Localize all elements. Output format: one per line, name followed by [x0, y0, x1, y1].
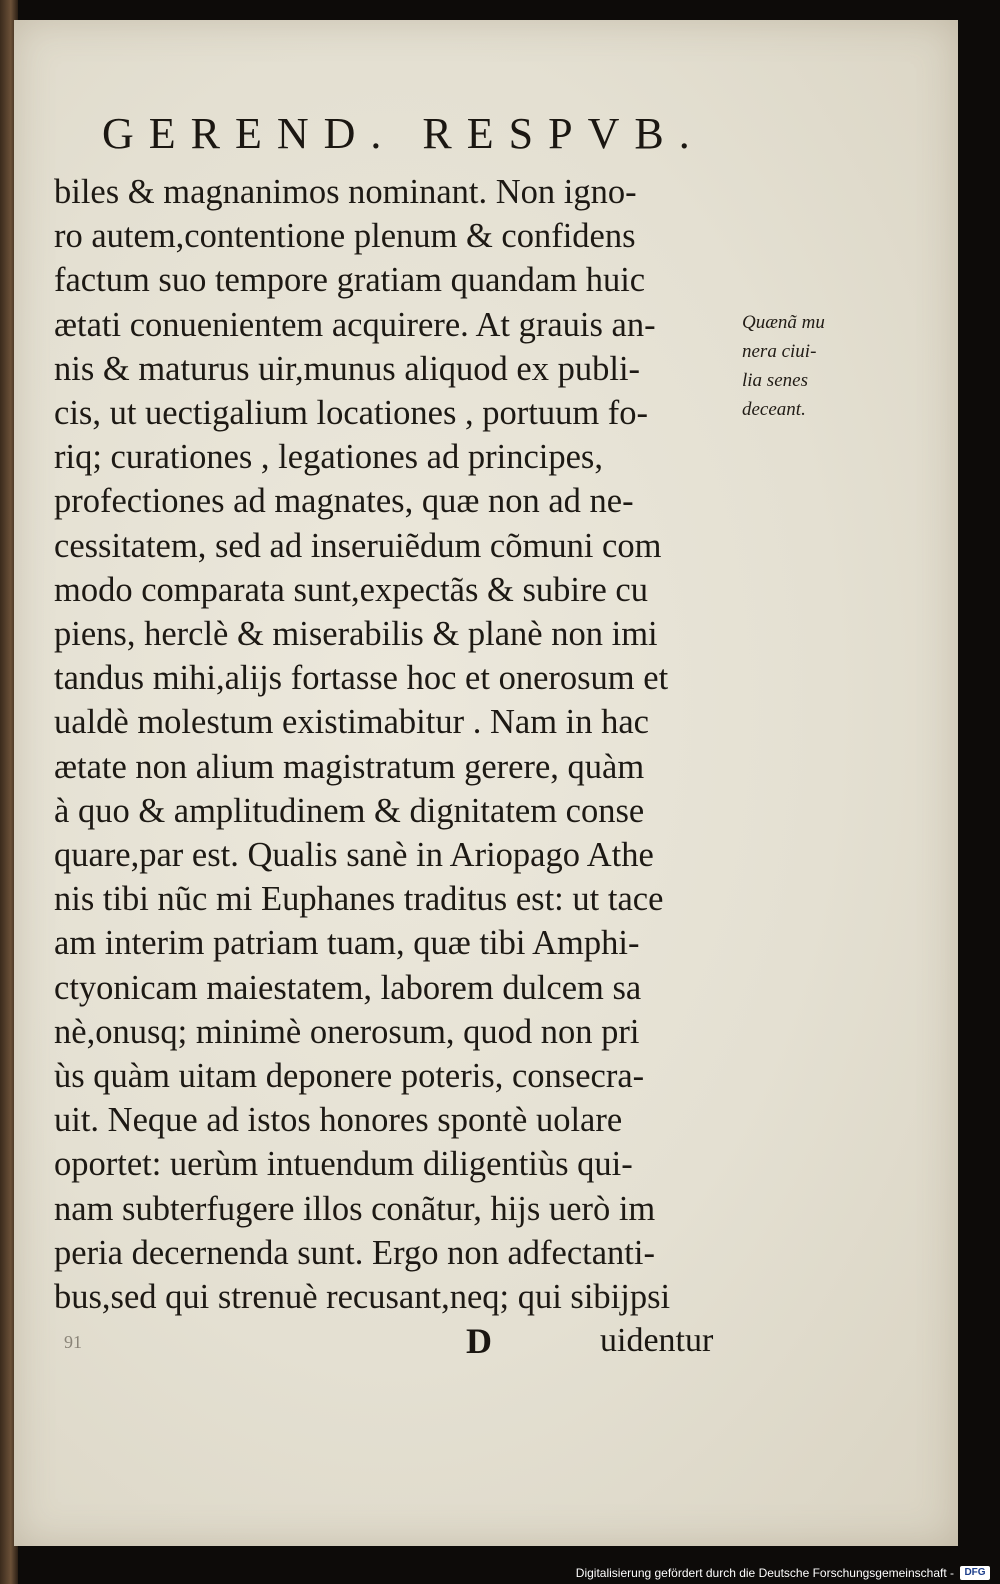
text-line: am interim patriam tuam, quæ tibi Amphi- — [54, 924, 640, 963]
text-line: biles & magnanimos nominant. Non igno- — [54, 173, 637, 211]
book-page — [14, 20, 958, 1546]
signature-mark: D — [466, 1321, 492, 1361]
text-line: riq; curationes , legationes ad principes, — [54, 438, 603, 477]
text-line: uit. Neque ad istos honores spontè uolare — [54, 1101, 623, 1140]
text-line: cessitatem, sed ad inseruiẽdum cõmuni com — [54, 526, 662, 565]
marginal-note — [742, 308, 872, 424]
dfg-logo — [960, 1566, 990, 1580]
text-line: quare,par est. Qualis sanè in Ariopago Athe — [54, 836, 654, 875]
text-line: cis, ut uectigalium locationes , portuum fo- — [54, 394, 649, 433]
text-line: bus,sed qui strenuè recusant,neq; qui sibijpsi — [54, 1278, 671, 1317]
text-line: piens, herclè & miserabilis & planè non imi — [54, 615, 658, 654]
text-line: ro autem,contentione plenum & confidens — [54, 217, 636, 256]
text-line: nis tibi nũc mi Euphanes traditus est: ut tace — [54, 880, 664, 919]
running-title: GEREND. RESPVB. — [102, 109, 705, 158]
marginal-note-line: Quænã mu — [742, 312, 825, 333]
text-line: nè,onusq; minimè onerosum, quod non pri — [54, 1012, 640, 1051]
text-line: peria decernenda sunt. Ergo non adfectanti- — [54, 1233, 655, 1272]
marginal-note-line: deceant. — [742, 399, 806, 420]
text-line: modo comparata sunt,expectãs & subire cu — [54, 570, 648, 609]
text-line: ætati conuenientem acquirere. At grauis an- — [54, 305, 656, 344]
catchword: uidentur — [600, 1322, 714, 1359]
text-line: ùs quàm uitam deponere poteris, consecra- — [54, 1057, 645, 1096]
text-line: nam subterfugere illos conãtur, hijs uerò im — [54, 1189, 656, 1228]
digitization-credit: Digitalisierung gefördert durch die Deutsche Forschungsgemeinschaft - — [575, 1566, 954, 1580]
text-line: factum suo tempore gratiam quandam huic — [54, 261, 646, 300]
text-line: nis & maturus uir,munus aliquod ex publi- — [54, 349, 641, 388]
text-line: ualdè molestum existimabitur . Nam in hac — [54, 703, 649, 742]
text-line: ætate non alium magistratum gerere, quàm — [54, 747, 645, 786]
marginal-note-line: lia senes — [742, 370, 808, 391]
page-footer — [54, 1320, 754, 1370]
text-line: profectiones ad magnates, quæ non ad ne- — [54, 482, 634, 521]
text-line: oportet: uerùm intuendum diligentiùs qui- — [54, 1145, 633, 1184]
text-line: à quo & amplitudinem & dignitatem conse — [54, 791, 645, 830]
body-text — [54, 170, 754, 1319]
text-line: ctyonicam maiestatem, laborem dulcem sa — [54, 968, 642, 1007]
dfg-logo-text: DFG — [964, 1567, 986, 1578]
text-line: tandus mihi,alijs fortasse hoc et onerosum et — [54, 659, 669, 698]
marginal-note-line: nera ciui- — [742, 341, 817, 362]
folio-number: 91 — [64, 1332, 82, 1352]
